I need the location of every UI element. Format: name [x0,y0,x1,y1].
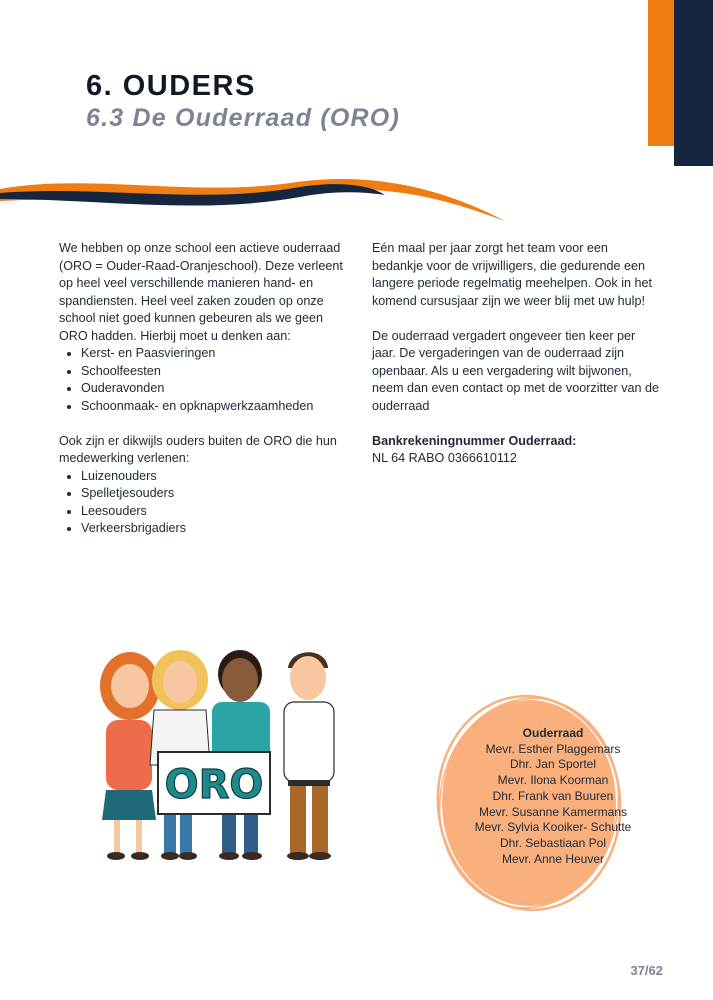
parents-illustration [92,640,362,870]
meetings-paragraph: De ouderraad vergadert ongeveer tien keer per jaar. De vergaderingen van de ouderraad zijn openbaar. Als u een vergadering wilt bijwonen, neem dan even contact op met de voorzitter van de ouderraad [372,328,660,413]
list-item: • Luizenouders [81,468,349,486]
list-item: • Ouderavonden [81,380,349,398]
activities-list [59,345,349,415]
page-title: 6. OUDERS [86,70,256,102]
bank-label: Bankrekeningnummer Ouderraad: [372,433,577,448]
board-member: Dhr. Jan Sportel [509,757,597,772]
board-member: Mevr. Anne Heuver [501,851,605,866]
board-member: Dhr. Frank van Buuren [492,788,614,803]
board-member: Mevr. Susanne Kamermans [478,804,628,819]
board-member: Mevr. Ilona Koorman [497,773,609,788]
board-member: Dhr. Sebastiaan Pol [499,835,607,850]
board-members [458,726,648,867]
left-column [59,240,349,538]
page-subtitle: 6.3 De Ouderraad (ORO) [86,104,400,132]
bank-number: NL 64 RABO 0366610112 [372,451,517,465]
thanks-paragraph: Eén maal per jaar zorgt het team voor een bedankje voor de vrijwilligers, die gedurende een langere periode regelmatig meehelpen. Ook in het komend cursusjaar zijn we weer blij met uw hulp! [372,241,653,308]
list-item: • Kerst- en Paasvieringen [81,345,349,363]
person-man-white [284,652,334,860]
page-number: 37/62 [630,963,663,978]
board-heading: Ouderraad [522,726,584,740]
right-column [372,240,662,468]
intro-paragraph: We hebben op onze school een actieve ouderraad (ORO = Ouder-Raad-Oranjeschool). Deze verleent op heel veel verschillende manieren hand- en spandiensten. Heel veel zaken zouden op onze school niet goed kunnen gebeuren als we geen ORO hadden. Hierbij moet u denken aan: [59,241,343,343]
helpers-list [59,468,349,538]
sign-text: ORO [164,762,264,808]
decor-bar-orange [648,0,674,146]
decor-bar-navy [674,0,713,166]
decor-swoosh [0,165,520,225]
board-member: Mevr. Esther Plaggemars [485,741,621,756]
board-member: Mevr. Sylvia Kooiker- Schutte [474,820,632,835]
helpers-paragraph: Ook zijn er dikwijls ouders buiten de ORO die hun medewerking verlenen: [59,433,337,465]
list-item: • Verkeersbrigadiers [81,520,349,538]
list-item: • Spelletjesouders [81,485,349,503]
list-item: • Schoolfeesten [81,363,349,381]
list-item: • Schoonmaak- en opknapwerkzaamheden [81,398,349,416]
list-item: • Leesouders [81,503,349,521]
